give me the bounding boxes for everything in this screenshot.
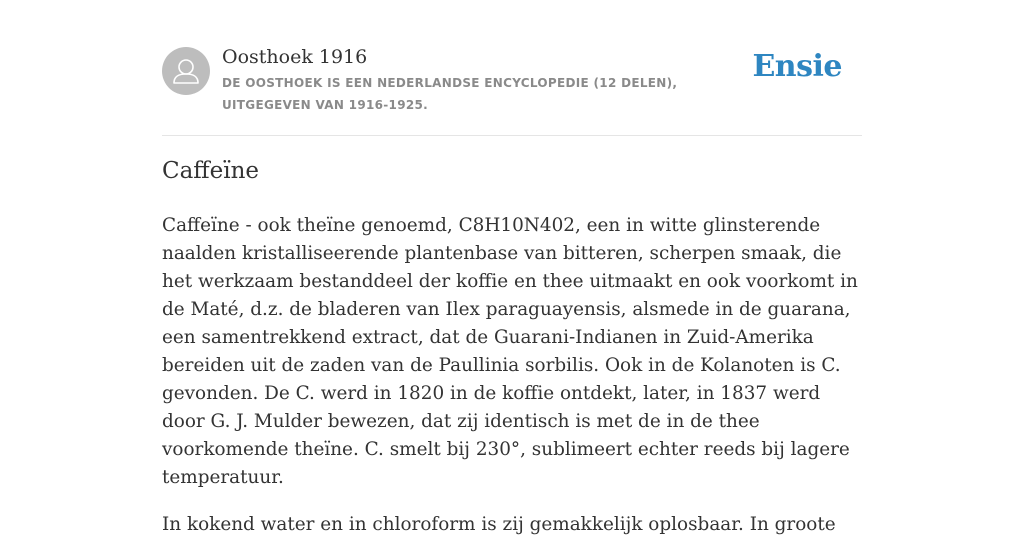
source-description: DE OOSTHOEK IS EEN NEDERLANDSE ENCYCLOPEDIE (12 DELEN), UITGEGEVEN VAN 1916-1925.	[222, 76, 678, 112]
article-title: Caffeïne	[162, 158, 260, 184]
source-header	[162, 47, 862, 136]
user-icon	[162, 47, 210, 95]
article-body	[162, 212, 862, 558]
article-paragraph: Caffeïne - ook theïne genoemd, C8H10N402, een in witte glinsterende naalden kristalliseerende plantenbase van bitteren, scherpen smaak, die het werkzaam bestanddeel der koffie en thee uitmaakt en ook voorkomt in de Maté, d.z. de bladeren van Ilex paraguayensis, alsmede in de guarana, een samentrekkend extract, dat de Guarani-Indianen in Zuid-Amerika bereiden uit de zaden van de Paullinia sorbilis. Ook in de Kolanoten is C. gevonden. De C. werd in 1820 in de koffie ontdekt, later, in 1837 werd door G. J. Mulder bewezen, dat zij identisch is met de in de thee voorkomende theïne. C. smelt bij 230°, sublimeert echter reeds bij lagere temperatuur.	[162, 215, 858, 488]
source-avatar[interactable]	[162, 47, 210, 95]
source-title[interactable]: Oosthoek 1916	[222, 46, 368, 68]
ensie-logo[interactable]: Ensie	[752, 49, 842, 84]
article-paragraph: In kokend water en in chloroform is zij gemakkelijk oplosbaar. In groote	[162, 514, 836, 535]
